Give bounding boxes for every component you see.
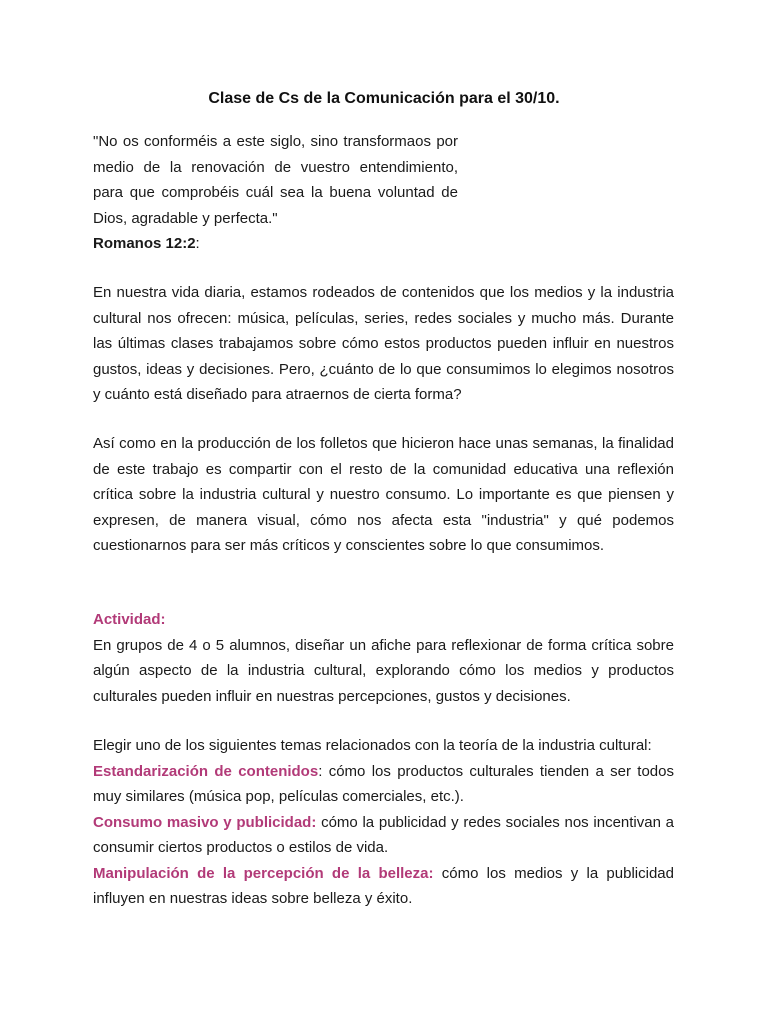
- topic-text: cómo los productos culturales tienden a ser todos muy similares (música pop, películas comerciales, etc.).: [93, 762, 674, 805]
- topic-text: cómo la publicidad y redes sociales nos incentivan a consumir ciertos productos o estilos de vida.: [93, 813, 675, 856]
- bible-quote: [93, 129, 458, 257]
- quote-source: Romanos 12:2: [93, 235, 196, 252]
- topic-label: Estandarización de contenidos: [93, 762, 319, 780]
- intro-paragraph: En nuestra vida diaria, estamos rodeados de contenidos que los medios y la industria cultural nos ofrecen: música, películas, series, redes sociales y mucho más. Durante las últimas clases trabajamos sobre cómo estos productos pueden influir en nuestros gustos, ideas y decisiones. Pero, ¿cuánto de lo que consumimos lo elegimos nosotros y cuánto está diseñado para atraernos de cierta forma?: [93, 284, 674, 403]
- topic-item: [93, 810, 674, 861]
- activity-section: [93, 607, 674, 709]
- topic-label: Consumo masivo y publicidad:: [93, 813, 317, 831]
- topic-item: [93, 759, 674, 810]
- activity-heading: Actividad:: [93, 611, 166, 628]
- quote-source-suffix: :: [195, 235, 200, 252]
- topics-section: [93, 733, 674, 912]
- topic-text: cómo los medios y la publicidad influyen en nuestras ideas sobre belleza y éxito.: [93, 864, 674, 907]
- quote-text: "No os conforméis a este siglo, sino transformaos por medio de la renovación de vuestro entendimiento, para que comprobéis cuál sea la buena voluntad de Dios, agradable y perfecta.": [93, 133, 458, 227]
- purpose-paragraph: Así como en la producción de los folletos que hicieron hace unas semanas, la finalidad de este trabajo es compartir con el resto de la comunidad educativa una reflexión crítica sobre la industria cultural y nuestro consumo. Lo importante es que piensen y expresen, de manera visual, cómo nos afecta esta "industria" y qué podemos cuestionarnos para ser más críticos y conscientes sobre lo que consumimos.: [93, 435, 674, 554]
- topics-intro: Elegir uno de los siguientes temas relacionados con la teoría de la industria cultural:: [93, 737, 652, 754]
- topic-item: [93, 861, 674, 912]
- topic-label: Manipulación de la percepción de la belleza:: [93, 864, 434, 882]
- topic-label-suffix: :: [318, 762, 323, 780]
- page-title: Clase de Cs de la Comunicación para el 30/10.: [208, 90, 560, 107]
- activity-text: En grupos de 4 o 5 alumnos, diseñar un afiche para reflexionar de forma crítica sobre algún aspecto de la industria cultural, explorando cómo los medios y productos culturales pueden influir en nuestras percepciones, gustos y decisiones.: [93, 636, 674, 705]
